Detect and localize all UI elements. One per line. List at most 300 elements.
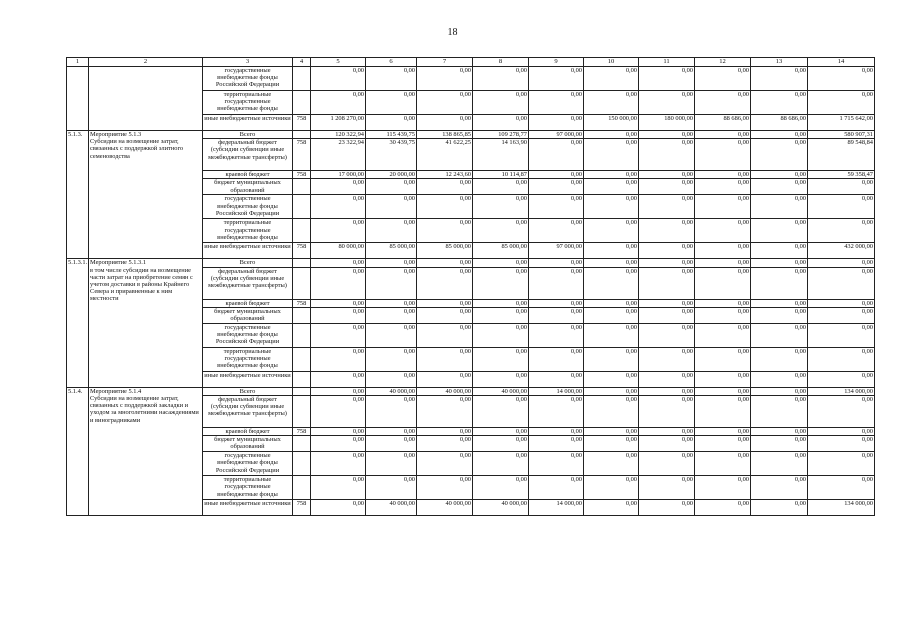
amount-cell: 0,00	[751, 267, 808, 299]
amount-cell: 0,00	[751, 299, 808, 307]
amount-cell: 0,00	[584, 307, 639, 323]
amount-cell: 0,00	[311, 500, 366, 516]
amount-cell: 0,00	[639, 347, 695, 371]
amount-cell: 0,00	[473, 67, 529, 91]
amount-cell: 580 907,31	[808, 131, 875, 139]
amount-cell: 150 000,00	[584, 115, 639, 131]
amount-cell: 0,00	[473, 323, 529, 347]
amount-cell: 109 278,77	[473, 131, 529, 139]
amount-cell: 0,00	[808, 179, 875, 195]
amount-cell: 1 208 270,00	[311, 115, 366, 131]
amount-cell: 0,00	[366, 452, 417, 476]
measure-description: Субсидии на возмещение затрат, связанных с поддержкой элитного семеноводства	[90, 138, 184, 160]
amount-cell: 0,00	[584, 219, 639, 243]
amount-cell: 0,00	[473, 347, 529, 371]
amount-cell: 0,00	[639, 436, 695, 452]
section-name	[89, 67, 203, 131]
amount-cell: 0,00	[366, 347, 417, 371]
amount-cell: 0,00	[639, 267, 695, 299]
amount-cell: 0,00	[311, 179, 366, 195]
amount-cell: 0,00	[751, 219, 808, 243]
budget-code	[293, 347, 311, 371]
amount-cell: 115 439,75	[366, 131, 417, 139]
amount-cell: 0,00	[473, 267, 529, 299]
amount-cell: 40 000,00	[473, 500, 529, 516]
budget-code	[293, 259, 311, 267]
amount-cell: 0,00	[639, 139, 695, 171]
amount-cell: 0,00	[529, 436, 584, 452]
amount-cell: 0,00	[639, 500, 695, 516]
amount-cell: 0,00	[584, 171, 639, 179]
amount-cell: 0,00	[473, 299, 529, 307]
amount-cell: 0,00	[311, 387, 366, 395]
budget-code: 758	[293, 243, 311, 259]
amount-cell: 0,00	[695, 91, 751, 115]
budget-code	[293, 179, 311, 195]
measure-title: Мероприятие 5.1.4	[90, 387, 142, 395]
funding-source: иные внебюджетные источники	[203, 500, 293, 516]
amount-cell: 0,00	[695, 387, 751, 395]
amount-cell: 0,00	[639, 179, 695, 195]
amount-cell: 0,00	[529, 428, 584, 436]
funding-source: краевой бюджет	[203, 171, 293, 179]
amount-cell: 85 000,00	[366, 243, 417, 259]
amount-cell: 0,00	[695, 307, 751, 323]
funding-source: государственные внебюджетные фонды Российской Федерации	[203, 195, 293, 219]
section-number: 5.1.3.	[67, 131, 89, 259]
amount-cell: 14 000,00	[529, 387, 584, 395]
amount-cell: 0,00	[473, 219, 529, 243]
header-row	[67, 58, 875, 67]
amount-cell: 10 114,87	[473, 171, 529, 179]
amount-cell: 0,00	[695, 131, 751, 139]
amount-cell: 0,00	[695, 195, 751, 219]
table-row	[67, 131, 875, 139]
amount-cell: 0,00	[751, 91, 808, 115]
amount-cell: 40 000,00	[417, 387, 473, 395]
amount-cell: 0,00	[584, 387, 639, 395]
column-header: 14	[808, 58, 875, 67]
amount-cell: 40 000,00	[417, 500, 473, 516]
amount-cell: 0,00	[639, 323, 695, 347]
amount-cell: 0,00	[751, 452, 808, 476]
measure-description: Субсидии на возмещение затрат, связанных с поддержкой закладки и уходом за многолетними насаждениями и виноградниками	[90, 395, 199, 424]
amount-cell: 20 000,00	[366, 171, 417, 179]
amount-cell: 0,00	[639, 171, 695, 179]
amount-cell: 0,00	[473, 115, 529, 131]
amount-cell: 0,00	[366, 371, 417, 387]
amount-cell: 0,00	[695, 396, 751, 428]
column-header: 10	[584, 58, 639, 67]
amount-cell: 0,00	[695, 179, 751, 195]
amount-cell: 0,00	[473, 259, 529, 267]
measure-description: в том числе субсидии на возмещение части затрат на приобретение семян с учетом доставки в районы Крайнего Севера и приравненные к ним местности	[90, 266, 193, 303]
amount-cell: 0,00	[808, 436, 875, 452]
amount-cell: 0,00	[417, 91, 473, 115]
funding-source: территориальные государственные внебюджетные фонды	[203, 219, 293, 243]
amount-cell: 0,00	[808, 299, 875, 307]
funding-source: Всего	[203, 259, 293, 267]
amount-cell: 0,00	[584, 347, 639, 371]
amount-cell: 0,00	[639, 243, 695, 259]
amount-cell: 40 000,00	[473, 387, 529, 395]
amount-cell: 0,00	[639, 371, 695, 387]
budget-code	[293, 476, 311, 500]
amount-cell: 0,00	[529, 396, 584, 428]
amount-cell: 0,00	[417, 347, 473, 371]
amount-cell: 0,00	[473, 396, 529, 428]
amount-cell: 80 000,00	[311, 243, 366, 259]
amount-cell: 0,00	[529, 323, 584, 347]
amount-cell: 0,00	[366, 299, 417, 307]
amount-cell: 0,00	[695, 428, 751, 436]
amount-cell: 0,00	[529, 91, 584, 115]
amount-cell: 0,00	[366, 396, 417, 428]
amount-cell: 0,00	[584, 452, 639, 476]
amount-cell: 432 000,00	[808, 243, 875, 259]
amount-cell: 0,00	[751, 179, 808, 195]
funding-source: иные внебюджетные источники	[203, 115, 293, 131]
amount-cell: 88 686,00	[751, 115, 808, 131]
amount-cell: 0,00	[311, 299, 366, 307]
amount-cell: 0,00	[311, 67, 366, 91]
amount-cell: 0,00	[751, 307, 808, 323]
amount-cell: 0,00	[695, 259, 751, 267]
amount-cell: 97 000,00	[529, 131, 584, 139]
amount-cell: 0,00	[529, 219, 584, 243]
amount-cell: 0,00	[417, 179, 473, 195]
amount-cell: 0,00	[529, 347, 584, 371]
funding-source: краевой бюджет	[203, 428, 293, 436]
amount-cell: 89 548,84	[808, 139, 875, 171]
budget-code	[293, 371, 311, 387]
amount-cell: 97 000,00	[529, 243, 584, 259]
amount-cell: 0,00	[639, 131, 695, 139]
amount-cell: 134 000,00	[808, 387, 875, 395]
funding-source: территориальные государственные внебюджетные фонды	[203, 476, 293, 500]
amount-cell: 0,00	[639, 259, 695, 267]
amount-cell: 0,00	[808, 452, 875, 476]
amount-cell: 0,00	[808, 347, 875, 371]
budget-code	[293, 219, 311, 243]
amount-cell: 0,00	[311, 476, 366, 500]
column-header: 6	[366, 58, 417, 67]
amount-cell: 0,00	[584, 396, 639, 428]
amount-cell: 0,00	[639, 195, 695, 219]
budget-code	[293, 267, 311, 299]
amount-cell: 0,00	[695, 67, 751, 91]
amount-cell: 0,00	[639, 452, 695, 476]
amount-cell: 0,00	[529, 452, 584, 476]
amount-cell: 0,00	[751, 387, 808, 395]
amount-cell: 0,00	[366, 267, 417, 299]
amount-cell: 0,00	[366, 195, 417, 219]
amount-cell: 0,00	[417, 219, 473, 243]
amount-cell: 0,00	[808, 259, 875, 267]
amount-cell: 0,00	[584, 299, 639, 307]
amount-cell: 0,00	[584, 323, 639, 347]
amount-cell: 0,00	[584, 243, 639, 259]
amount-cell: 0,00	[311, 219, 366, 243]
amount-cell: 41 622,25	[417, 139, 473, 171]
amount-cell: 0,00	[529, 67, 584, 91]
funding-source: территориальные государственные внебюджетные фонды	[203, 91, 293, 115]
amount-cell: 0,00	[366, 436, 417, 452]
amount-cell: 0,00	[529, 115, 584, 131]
amount-cell: 0,00	[751, 500, 808, 516]
amount-cell: 0,00	[695, 171, 751, 179]
amount-cell: 0,00	[311, 396, 366, 428]
column-header: 5	[311, 58, 366, 67]
amount-cell: 0,00	[417, 299, 473, 307]
amount-cell: 0,00	[584, 259, 639, 267]
amount-cell: 0,00	[473, 307, 529, 323]
funding-source: краевой бюджет	[203, 299, 293, 307]
amount-cell: 0,00	[417, 267, 473, 299]
section-name	[89, 131, 203, 259]
amount-cell: 0,00	[695, 347, 751, 371]
funding-source: территориальные государственные внебюджетные фонды	[203, 347, 293, 371]
amount-cell: 0,00	[417, 371, 473, 387]
amount-cell: 0,00	[366, 476, 417, 500]
amount-cell: 0,00	[695, 243, 751, 259]
budget-code	[293, 91, 311, 115]
amount-cell: 138 865,85	[417, 131, 473, 139]
amount-cell: 40 000,00	[366, 500, 417, 516]
amount-cell: 0,00	[366, 115, 417, 131]
section-number	[67, 67, 89, 131]
amount-cell: 0,00	[584, 195, 639, 219]
amount-cell: 0,00	[751, 396, 808, 428]
measure-title: Мероприятие 5.1.3.1	[90, 259, 147, 267]
amount-cell: 0,00	[529, 259, 584, 267]
budget-code: 758	[293, 299, 311, 307]
amount-cell: 0,00	[417, 195, 473, 219]
amount-cell: 0,00	[473, 436, 529, 452]
budget-code	[293, 452, 311, 476]
amount-cell: 23 322,94	[311, 139, 366, 171]
amount-cell: 12 243,60	[417, 171, 473, 179]
amount-cell: 0,00	[639, 396, 695, 428]
amount-cell: 85 000,00	[473, 243, 529, 259]
amount-cell: 0,00	[751, 259, 808, 267]
amount-cell: 0,00	[417, 115, 473, 131]
budget-code: 758	[293, 428, 311, 436]
column-header: 9	[529, 58, 584, 67]
amount-cell: 0,00	[311, 323, 366, 347]
amount-cell: 1 715 642,00	[808, 115, 875, 131]
column-header: 3	[203, 58, 293, 67]
budget-code: 758	[293, 115, 311, 131]
amount-cell: 0,00	[473, 195, 529, 219]
budget-table	[66, 57, 875, 516]
funding-source: иные внебюджетные источники	[203, 243, 293, 259]
funding-source: государственные внебюджетные фонды Российской Федерации	[203, 67, 293, 91]
amount-cell: 0,00	[529, 171, 584, 179]
funding-source: бюджет муниципальных образований	[203, 179, 293, 195]
amount-cell: 0,00	[366, 323, 417, 347]
budget-code	[293, 323, 311, 347]
amount-cell: 0,00	[473, 428, 529, 436]
measure-title: Мероприятие 5.1.3	[90, 131, 142, 138]
amount-cell: 0,00	[808, 67, 875, 91]
amount-cell: 0,00	[584, 436, 639, 452]
table-row	[67, 387, 875, 395]
amount-cell: 0,00	[311, 371, 366, 387]
funding-source: государственные внебюджетные фонды Российской Федерации	[203, 323, 293, 347]
amount-cell: 0,00	[311, 428, 366, 436]
amount-cell: 0,00	[417, 307, 473, 323]
page-number: 18	[447, 27, 458, 38]
budget-code	[293, 195, 311, 219]
column-header: 8	[473, 58, 529, 67]
amount-cell: 0,00	[695, 219, 751, 243]
amount-cell: 0,00	[473, 371, 529, 387]
amount-cell: 0,00	[695, 371, 751, 387]
funding-source: иные внебюджетные источники	[203, 371, 293, 387]
column-header: 12	[695, 58, 751, 67]
column-header: 11	[639, 58, 695, 67]
amount-cell: 0,00	[473, 452, 529, 476]
amount-cell: 0,00	[529, 299, 584, 307]
budget-code: 758	[293, 500, 311, 516]
amount-cell: 0,00	[311, 195, 366, 219]
amount-cell: 0,00	[751, 436, 808, 452]
column-header: 2	[89, 58, 203, 67]
amount-cell: 0,00	[808, 91, 875, 115]
amount-cell: 0,00	[529, 267, 584, 299]
amount-cell: 0,00	[529, 476, 584, 500]
section-name	[89, 387, 203, 515]
amount-cell: 0,00	[751, 428, 808, 436]
budget-code	[293, 131, 311, 139]
table-row	[67, 67, 875, 91]
amount-cell: 0,00	[639, 387, 695, 395]
amount-cell: 0,00	[751, 195, 808, 219]
amount-cell: 180 000,00	[639, 115, 695, 131]
amount-cell: 0,00	[751, 139, 808, 171]
amount-cell: 0,00	[751, 171, 808, 179]
amount-cell: 0,00	[695, 436, 751, 452]
amount-cell: 0,00	[584, 267, 639, 299]
amount-cell: 0,00	[311, 436, 366, 452]
budget-code	[293, 387, 311, 395]
amount-cell: 0,00	[584, 500, 639, 516]
amount-cell: 0,00	[417, 428, 473, 436]
amount-cell: 0,00	[366, 67, 417, 91]
amount-cell: 0,00	[808, 323, 875, 347]
funding-source: федеральный бюджет (субсидии субвенции иные межбюджетные трансферты)	[203, 267, 293, 299]
amount-cell: 0,00	[584, 131, 639, 139]
budget-code	[293, 307, 311, 323]
amount-cell: 0,00	[311, 259, 366, 267]
funding-source: Всего	[203, 131, 293, 139]
amount-cell: 0,00	[808, 371, 875, 387]
amount-cell: 85 000,00	[417, 243, 473, 259]
amount-cell: 40 000,00	[366, 387, 417, 395]
amount-cell: 0,00	[751, 476, 808, 500]
amount-cell: 0,00	[808, 195, 875, 219]
amount-cell: 0,00	[808, 219, 875, 243]
amount-cell: 0,00	[695, 500, 751, 516]
amount-cell: 134 000,00	[808, 500, 875, 516]
amount-cell: 0,00	[529, 195, 584, 219]
table-body	[67, 67, 875, 516]
amount-cell: 0,00	[584, 428, 639, 436]
amount-cell: 0,00	[366, 219, 417, 243]
amount-cell: 0,00	[417, 476, 473, 500]
column-header: 4	[293, 58, 311, 67]
amount-cell: 0,00	[417, 452, 473, 476]
amount-cell: 0,00	[639, 299, 695, 307]
amount-cell: 17 000,00	[311, 171, 366, 179]
budget-code	[293, 396, 311, 428]
table-row	[67, 259, 875, 267]
amount-cell: 0,00	[366, 428, 417, 436]
amount-cell: 0,00	[529, 371, 584, 387]
funding-source: федеральный бюджет (субсидии субвенции иные межбюджетные трансферты)	[203, 139, 293, 171]
amount-cell: 0,00	[529, 139, 584, 171]
amount-cell: 0,00	[473, 476, 529, 500]
amount-cell: 0,00	[417, 436, 473, 452]
funding-source: бюджет муниципальных образований	[203, 307, 293, 323]
funding-source: федеральный бюджет (субсидии субвенции иные межбюджетные трансферты)	[203, 396, 293, 428]
amount-cell: 0,00	[639, 428, 695, 436]
amount-cell: 0,00	[529, 179, 584, 195]
column-header: 13	[751, 58, 808, 67]
amount-cell: 0,00	[366, 307, 417, 323]
amount-cell: 0,00	[808, 396, 875, 428]
amount-cell: 0,00	[311, 347, 366, 371]
amount-cell: 0,00	[751, 67, 808, 91]
amount-cell: 0,00	[808, 428, 875, 436]
section-number: 5.1.3.1.	[67, 259, 89, 387]
amount-cell: 0,00	[751, 347, 808, 371]
amount-cell: 0,00	[311, 267, 366, 299]
amount-cell: 0,00	[751, 371, 808, 387]
amount-cell: 0,00	[311, 452, 366, 476]
amount-cell: 0,00	[529, 307, 584, 323]
amount-cell: 0,00	[639, 307, 695, 323]
amount-cell: 0,00	[311, 307, 366, 323]
amount-cell: 0,00	[584, 476, 639, 500]
budget-code	[293, 67, 311, 91]
amount-cell: 0,00	[695, 267, 751, 299]
amount-cell: 0,00	[366, 259, 417, 267]
amount-cell: 0,00	[584, 91, 639, 115]
amount-cell: 0,00	[639, 91, 695, 115]
amount-cell: 0,00	[751, 243, 808, 259]
amount-cell: 0,00	[695, 139, 751, 171]
section-number: 5.1.4.	[67, 387, 89, 515]
amount-cell: 59 358,47	[808, 171, 875, 179]
amount-cell: 0,00	[695, 476, 751, 500]
amount-cell: 0,00	[417, 323, 473, 347]
amount-cell: 0,00	[584, 139, 639, 171]
amount-cell: 0,00	[695, 323, 751, 347]
amount-cell: 0,00	[639, 476, 695, 500]
amount-cell: 0,00	[417, 67, 473, 91]
amount-cell: 0,00	[639, 219, 695, 243]
amount-cell: 14 000,00	[529, 500, 584, 516]
amount-cell: 0,00	[695, 452, 751, 476]
amount-cell: 0,00	[311, 91, 366, 115]
amount-cell: 0,00	[473, 179, 529, 195]
amount-cell: 0,00	[751, 323, 808, 347]
amount-cell: 0,00	[808, 307, 875, 323]
amount-cell: 0,00	[473, 91, 529, 115]
amount-cell: 0,00	[366, 91, 417, 115]
